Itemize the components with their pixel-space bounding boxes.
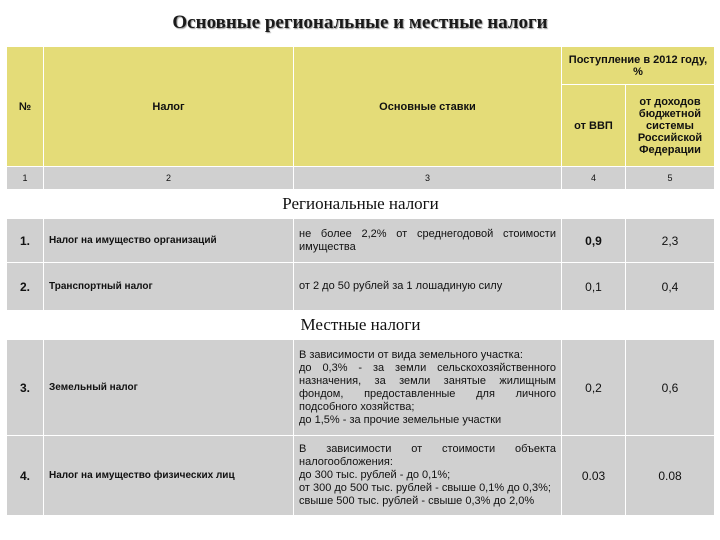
header-tax: Налог <box>44 47 294 167</box>
budget-share: 0,4 <box>626 263 715 311</box>
table-row <box>7 340 715 436</box>
section-local-heading: Местные налоги <box>7 311 715 340</box>
budget-share: 0.08 <box>626 436 715 516</box>
header-of-gdp: от ВВП <box>562 85 626 167</box>
tax-name: Транспортный налог <box>44 263 294 311</box>
col-number-3: 3 <box>294 167 562 190</box>
row-number: 3. <box>7 340 44 436</box>
row-number: 2. <box>7 263 44 311</box>
col-number-1: 1 <box>7 167 44 190</box>
header-rates: Основные ставки <box>294 47 562 167</box>
row-number: 4. <box>7 436 44 516</box>
row-number: 1. <box>7 219 44 263</box>
rate-line: до 1,5% - за прочие земельные участки <box>299 413 502 426</box>
budget-share: 0,6 <box>626 340 715 436</box>
section-regional-heading: Региональные налоги <box>7 190 715 219</box>
gdp-share: 0,9 <box>562 219 626 263</box>
rate-line: свыше 500 тыс. рублей - свыше 0,3% до 2,0% <box>299 495 535 507</box>
tax-rate: не более 2,2% от среднегодовой стоимости имущества <box>294 219 562 263</box>
gdp-share: 0,1 <box>562 263 626 311</box>
header-no: № <box>7 47 44 167</box>
table-row <box>7 263 715 311</box>
col-number-2: 2 <box>44 167 294 190</box>
tax-rate <box>294 436 562 516</box>
tax-table <box>6 46 715 516</box>
budget-share: 2,3 <box>626 219 715 263</box>
rate-line: до 300 тыс. рублей - до 0,1%; <box>299 469 451 481</box>
col-number-4: 4 <box>562 167 626 190</box>
header-of-budget: от доходов бюджетной системы Российской Федерации <box>626 85 715 167</box>
tax-rate: от 2 до 50 рублей за 1 лошадиную силу <box>294 263 562 311</box>
header-receipts: Поступление в 2012 году, % <box>562 47 715 85</box>
tax-name: Земельный налог <box>44 340 294 436</box>
col-number-5: 5 <box>626 167 715 190</box>
slide-title: Основные региональные и местные налоги <box>172 12 548 33</box>
gdp-share: 0.03 <box>562 436 626 516</box>
rate-line: от 300 до 500 тыс. рублей - свыше 0,1% до 0,3%; <box>299 482 551 494</box>
rate-line: до 0,3% - за земли сельскохозяйственного назначения, за земли занятые жилищным фондом, предоставленные для личного подсобного хозяйства; <box>299 361 556 413</box>
tax-rate <box>294 340 562 436</box>
rate-line: В зависимости от стоимости объекта налогообложения: <box>299 443 556 468</box>
table-row <box>7 219 715 263</box>
gdp-share: 0,2 <box>562 340 626 436</box>
table-row <box>7 436 715 516</box>
tax-name: Налог на имущество физических лиц <box>44 436 294 516</box>
tax-name: Налог на имущество организаций <box>44 219 294 263</box>
rate-line: В зависимости от вида земельного участка: <box>299 348 523 361</box>
